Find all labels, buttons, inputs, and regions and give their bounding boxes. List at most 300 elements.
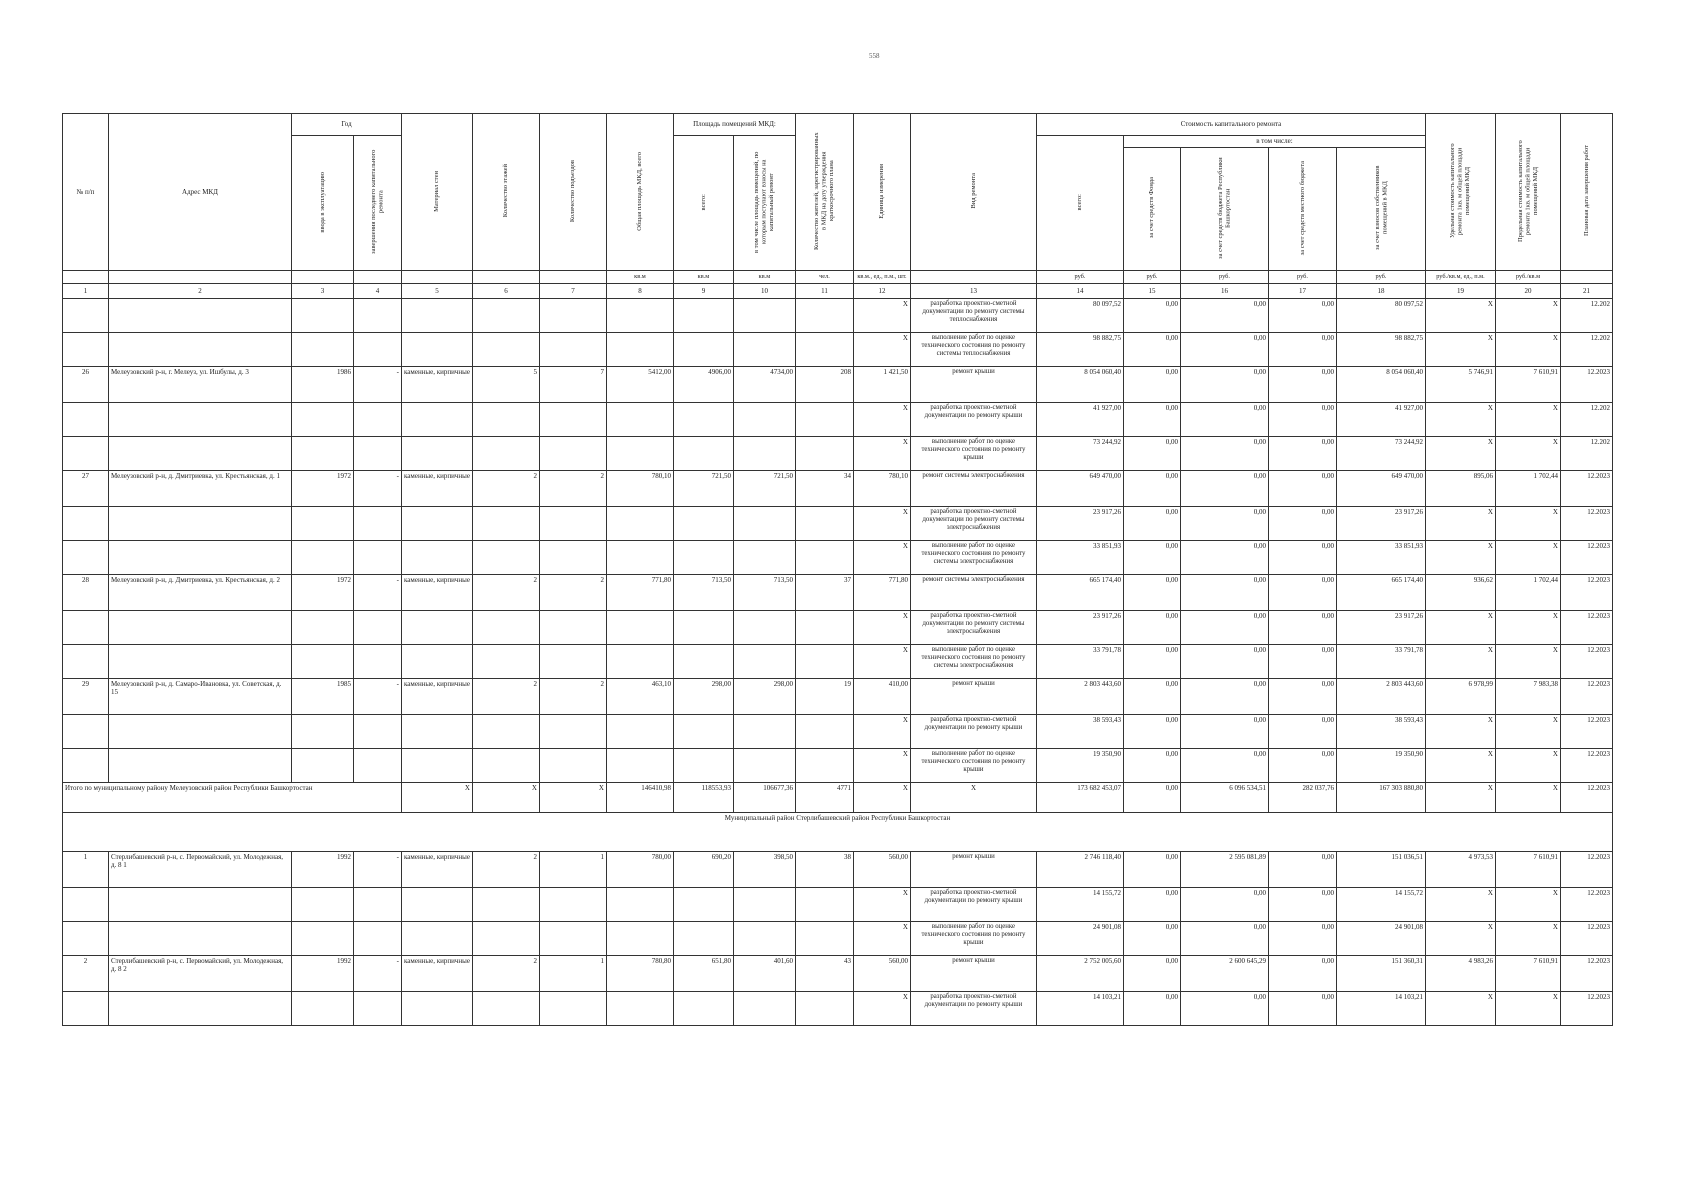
row-cost-local: 0,00: [1268, 403, 1336, 437]
row-cost-local: 0,00: [1268, 922, 1336, 956]
column-number: 19: [1425, 284, 1495, 299]
row-unit-cost: 6 978,99: [1425, 679, 1495, 715]
row-cost-local: 0,00: [1268, 956, 1336, 992]
row-premises: [673, 922, 733, 956]
row-premises-fund: 4734,00: [733, 367, 795, 403]
row-limit-cost: X: [1495, 299, 1560, 333]
row-cost-republic: 0,00: [1180, 471, 1268, 507]
row-area: 780,80: [606, 956, 673, 992]
section-title: Муниципальный район Стерлибашевский район Республики Башкортостан: [63, 813, 1613, 852]
unit-cell: [1560, 271, 1612, 284]
table-row: [63, 888, 1613, 922]
column-number: 13: [910, 284, 1036, 299]
column-number: 21: [1560, 284, 1612, 299]
header-total-area: Общая площадь МКД, всего: [606, 114, 673, 271]
unit-cell: руб.: [1180, 271, 1268, 284]
row-address: [109, 645, 292, 679]
row-cost-owners: 80 097,52: [1336, 299, 1425, 333]
row-material: [402, 611, 473, 645]
row-year: [292, 611, 354, 645]
table-row: [63, 922, 1613, 956]
row-address: Мелеузовский р-н, д. Самаро-Ивановка, ул. Советская, д. 15: [109, 679, 292, 715]
section-row: [63, 813, 1613, 852]
row-cost-total: 665 174,40: [1036, 575, 1123, 611]
row-unit: 780,10: [853, 471, 910, 507]
row-last-repair: -: [354, 852, 402, 888]
row-cost-local: 0,00: [1268, 679, 1336, 715]
row-unit-cost: X: [1425, 507, 1495, 541]
header-limit-cost: Предельная стоимость капитального ремонта 1кв. м общей площади помещений МКД: [1495, 114, 1560, 271]
unit-cell: кв.м: [673, 271, 733, 284]
row-cost-owners: 98 882,75: [1336, 333, 1425, 367]
row-limit-cost: 1 702,44: [1495, 471, 1560, 507]
table-row: [63, 471, 1613, 507]
row-cost-total: 8 054 060,40: [1036, 367, 1123, 403]
row-floors: 2: [472, 679, 539, 715]
capital-repair-table: [62, 113, 1613, 1026]
row-limit-cost: X: [1495, 403, 1560, 437]
row-address: [109, 922, 292, 956]
row-unit-cost: X: [1425, 333, 1495, 367]
row-cost-republic: 2 595 081,89: [1180, 852, 1268, 888]
row-unit: X: [853, 507, 910, 541]
row-num: [63, 299, 109, 333]
row-cost-owners: 14 155,72: [1336, 888, 1425, 922]
row-cost-local: 0,00: [1268, 852, 1336, 888]
row-cost-total: 14 155,72: [1036, 888, 1123, 922]
row-cost-local: 0,00: [1268, 715, 1336, 749]
column-number: 6: [472, 284, 539, 299]
row-address: [109, 992, 292, 1026]
row-premises-fund: 398,50: [733, 852, 795, 888]
row-limit-cost: X: [1495, 333, 1560, 367]
table-body-sterlibash: [63, 852, 1613, 1026]
row-area: 780,10: [606, 471, 673, 507]
row-work: выполнение работ по оценке технического состояния по ремонту системы теплоснабжения: [910, 333, 1036, 367]
table-row: [63, 679, 1613, 715]
row-floors: [472, 992, 539, 1026]
total-cost-republic: 6 096 534,51: [1180, 783, 1268, 813]
header-year-group: Год: [292, 114, 402, 136]
header-cost-group: Стоимость капитального ремонта: [1036, 114, 1425, 136]
row-area: [606, 992, 673, 1026]
row-area: [606, 299, 673, 333]
column-number: 20: [1495, 284, 1560, 299]
unit-cell: руб./кв.м: [1495, 271, 1560, 284]
row-cost-owners: 33 791,78: [1336, 645, 1425, 679]
row-last-repair: [354, 611, 402, 645]
column-number: 3: [292, 284, 354, 299]
row-address: [109, 749, 292, 783]
table-row: [63, 749, 1613, 783]
row-num: 27: [63, 471, 109, 507]
table-row: [63, 992, 1613, 1026]
row-premises: [673, 715, 733, 749]
row-unit: X: [853, 888, 910, 922]
row-cost-republic: 0,00: [1180, 507, 1268, 541]
row-cost-local: 0,00: [1268, 541, 1336, 575]
row-date: 12.2023: [1560, 679, 1612, 715]
column-number: 18: [1336, 284, 1425, 299]
row-limit-cost: 1 702,44: [1495, 575, 1560, 611]
row-year: [292, 299, 354, 333]
row-address: [109, 403, 292, 437]
row-date: 12.202: [1560, 403, 1612, 437]
total-cost-local: 282 037,76: [1268, 783, 1336, 813]
total-cost: 173 682 453,07: [1036, 783, 1123, 813]
row-cost-fund: 0,00: [1123, 645, 1180, 679]
row-material: каменные, кирпичные: [402, 367, 473, 403]
row-floors: [472, 922, 539, 956]
row-num: [63, 507, 109, 541]
header-planned-date: Плановая дата завершения работ: [1560, 114, 1612, 271]
row-premises: 4906,00: [673, 367, 733, 403]
row-limit-cost: 7 610,91: [1495, 852, 1560, 888]
row-year: 1986: [292, 367, 354, 403]
table-row: [63, 956, 1613, 992]
row-residents: 38: [795, 852, 853, 888]
row-entrances: 1: [539, 956, 606, 992]
row-last-repair: -: [354, 471, 402, 507]
row-cost-fund: 0,00: [1123, 715, 1180, 749]
row-cost-local: 0,00: [1268, 367, 1336, 403]
row-cost-local: 0,00: [1268, 611, 1336, 645]
row-unit-cost: 936,62: [1425, 575, 1495, 611]
row-address: Стерлибашевский р-н, с. Первомайский, ул. Молодежная, д. 8 2: [109, 956, 292, 992]
header-year-commission: ввода в эксплуатацию: [292, 136, 354, 271]
row-address: [109, 888, 292, 922]
row-cost-local: 0,00: [1268, 645, 1336, 679]
header-cost-incl: в том числе:: [1123, 136, 1425, 148]
row-work: выполнение работ по оценке технического состояния по ремонту крыши: [910, 922, 1036, 956]
row-num: 2: [63, 956, 109, 992]
row-floors: [472, 715, 539, 749]
row-limit-cost: X: [1495, 507, 1560, 541]
row-cost-republic: 0,00: [1180, 403, 1268, 437]
row-last-repair: [354, 992, 402, 1026]
row-residents: [795, 437, 853, 471]
row-year: [292, 922, 354, 956]
table-row: [63, 852, 1613, 888]
header-unit-measure: Единица измерения: [853, 114, 910, 271]
row-cost-owners: 41 927,00: [1336, 403, 1425, 437]
header-year-last-repair: завершения последнего капитального ремонта: [354, 136, 402, 271]
row-unit: X: [853, 299, 910, 333]
row-limit-cost: 7 610,91: [1495, 367, 1560, 403]
row-area: 5412,00: [606, 367, 673, 403]
row-last-repair: [354, 403, 402, 437]
row-cost-fund: 0,00: [1123, 471, 1180, 507]
header-cost-local: за счет средств местного бюджета: [1268, 148, 1336, 271]
row-last-repair: [354, 299, 402, 333]
header-premises-fund: в том числе площадь помещений, по которым поступают взносы на капитальный ремонт: [733, 136, 795, 271]
row-unit-cost: X: [1425, 715, 1495, 749]
row-limit-cost: X: [1495, 645, 1560, 679]
row-area: [606, 715, 673, 749]
row-residents: [795, 749, 853, 783]
row-premises-fund: 401,60: [733, 956, 795, 992]
row-material: [402, 403, 473, 437]
row-material: [402, 749, 473, 783]
row-cost-republic: 0,00: [1180, 922, 1268, 956]
row-work: ремонт крыши: [910, 367, 1036, 403]
unit-cell: [354, 271, 402, 284]
row-entrances: [539, 992, 606, 1026]
row-unit-cost: X: [1425, 403, 1495, 437]
row-year: [292, 437, 354, 471]
table-row: [63, 507, 1613, 541]
row-cost-republic: 0,00: [1180, 575, 1268, 611]
row-cost-fund: 0,00: [1123, 992, 1180, 1026]
row-area: [606, 507, 673, 541]
row-unit-cost: 5 746,91: [1425, 367, 1495, 403]
total-row: [63, 783, 1613, 813]
column-number: 2: [109, 284, 292, 299]
row-unit: X: [853, 437, 910, 471]
row-floors: 5: [472, 367, 539, 403]
row-address: [109, 715, 292, 749]
row-unit: X: [853, 749, 910, 783]
row-entrances: [539, 507, 606, 541]
row-floors: [472, 507, 539, 541]
row-premises-fund: 721,50: [733, 471, 795, 507]
header-cost-owners: за счет взносов собственников помещений в МКД: [1336, 148, 1425, 271]
row-date: 12.2023: [1560, 715, 1612, 749]
row-cost-republic: 0,00: [1180, 333, 1268, 367]
row-cost-fund: 0,00: [1123, 367, 1180, 403]
row-floors: [472, 645, 539, 679]
row-premises-fund: [733, 437, 795, 471]
row-unit: 560,00: [853, 852, 910, 888]
row-premises: 651,80: [673, 956, 733, 992]
column-numbers-row: [63, 284, 1613, 299]
row-date: 12.202: [1560, 299, 1612, 333]
row-cost-republic: 0,00: [1180, 437, 1268, 471]
row-date: 12.2023: [1560, 749, 1612, 783]
column-number: 14: [1036, 284, 1123, 299]
row-cost-local: 0,00: [1268, 437, 1336, 471]
row-floors: [472, 611, 539, 645]
row-date: 12.202: [1560, 333, 1612, 367]
row-last-repair: -: [354, 575, 402, 611]
row-year: [292, 888, 354, 922]
row-premises: 721,50: [673, 471, 733, 507]
row-residents: 34: [795, 471, 853, 507]
row-limit-cost: X: [1495, 611, 1560, 645]
row-cost-owners: 19 350,90: [1336, 749, 1425, 783]
row-premises-fund: [733, 541, 795, 575]
row-area: [606, 437, 673, 471]
row-work: ремонт системы электроснабжения: [910, 471, 1036, 507]
row-cost-total: 23 917,26: [1036, 507, 1123, 541]
unit-cell: [292, 271, 354, 284]
total-residents: 4771: [795, 783, 853, 813]
row-premises-fund: [733, 922, 795, 956]
row-cost-owners: 665 174,40: [1336, 575, 1425, 611]
header-premises-total: всего:: [673, 136, 733, 271]
table-row: [63, 715, 1613, 749]
unit-cell: руб.: [1036, 271, 1123, 284]
row-num: [63, 749, 109, 783]
row-entrances: [539, 922, 606, 956]
row-premises: [673, 645, 733, 679]
row-work: выполнение работ по оценке технического состояния по ремонту системы электроснабжения: [910, 541, 1036, 575]
total-cost-owners: 167 303 880,80: [1336, 783, 1425, 813]
row-last-repair: [354, 715, 402, 749]
column-number: 9: [673, 284, 733, 299]
row-material: [402, 437, 473, 471]
total-work: X: [910, 783, 1036, 813]
row-limit-cost: 7 610,91: [1495, 956, 1560, 992]
row-limit-cost: X: [1495, 888, 1560, 922]
row-cost-total: 2 746 118,40: [1036, 852, 1123, 888]
row-num: [63, 403, 109, 437]
table-row: [63, 575, 1613, 611]
row-premises-fund: [733, 888, 795, 922]
row-unit-cost: 4 983,26: [1425, 956, 1495, 992]
row-limit-cost: X: [1495, 992, 1560, 1026]
total-material: X: [402, 783, 473, 813]
row-area: [606, 333, 673, 367]
column-number: 11: [795, 284, 853, 299]
unit-cell: руб./кв.м, ед., п.м.: [1425, 271, 1495, 284]
row-area: [606, 922, 673, 956]
row-area: [606, 888, 673, 922]
row-limit-cost: X: [1495, 715, 1560, 749]
row-cost-owners: 151 036,51: [1336, 852, 1425, 888]
row-cost-owners: 23 917,26: [1336, 507, 1425, 541]
row-last-repair: [354, 333, 402, 367]
unit-cell: кв.м., ед., п.м., шт.: [853, 271, 910, 284]
row-premises: [673, 749, 733, 783]
total-cost-fund: 0,00: [1123, 783, 1180, 813]
row-cost-owners: 24 901,08: [1336, 922, 1425, 956]
row-num: [63, 992, 109, 1026]
row-year: [292, 715, 354, 749]
row-entrances: [539, 611, 606, 645]
row-date: 12.2023: [1560, 471, 1612, 507]
row-residents: 43: [795, 956, 853, 992]
row-address: [109, 437, 292, 471]
row-limit-cost: X: [1495, 437, 1560, 471]
row-cost-total: 14 103,21: [1036, 992, 1123, 1026]
row-floors: 2: [472, 956, 539, 992]
row-premises-fund: [733, 992, 795, 1026]
row-premises-fund: [733, 403, 795, 437]
row-premises: [673, 507, 733, 541]
row-entrances: [539, 333, 606, 367]
column-number: 8: [606, 284, 673, 299]
unit-cell: [472, 271, 539, 284]
row-cost-local: 0,00: [1268, 333, 1336, 367]
row-material: каменные, кирпичные: [402, 575, 473, 611]
row-cost-total: 2 752 005,60: [1036, 956, 1123, 992]
row-num: [63, 645, 109, 679]
total-premises-fund: 106677,36: [733, 783, 795, 813]
column-number: 16: [1180, 284, 1268, 299]
unit-cell: [402, 271, 473, 284]
row-cost-local: 0,00: [1268, 575, 1336, 611]
row-unit: X: [853, 922, 910, 956]
row-cost-fund: 0,00: [1123, 541, 1180, 575]
row-unit: X: [853, 611, 910, 645]
row-date: 12.2023: [1560, 852, 1612, 888]
row-cost-local: 0,00: [1268, 471, 1336, 507]
row-premises: [673, 299, 733, 333]
header-cost-total: всего:: [1036, 136, 1123, 271]
row-num: 28: [63, 575, 109, 611]
row-unit-cost: X: [1425, 992, 1495, 1026]
row-material: [402, 922, 473, 956]
unit-cell: [910, 271, 1036, 284]
row-material: [402, 992, 473, 1026]
row-cost-republic: 0,00: [1180, 715, 1268, 749]
unit-cell: [109, 271, 292, 284]
row-premises: [673, 541, 733, 575]
header-work-type: Вид ремонта: [910, 114, 1036, 271]
row-address: [109, 541, 292, 575]
row-year: [292, 645, 354, 679]
header-entrances: Количество подъездов: [539, 114, 606, 271]
column-number: 7: [539, 284, 606, 299]
row-last-repair: [354, 507, 402, 541]
header-unit-cost: Удельная стоимость капитального ремонта 1кв. м общей площади помещений МКД: [1425, 114, 1495, 271]
row-residents: [795, 715, 853, 749]
row-cost-republic: 0,00: [1180, 299, 1268, 333]
row-unit-cost: 4 973,53: [1425, 852, 1495, 888]
row-address: Стерлибашевский р-н, с. Первомайский, ул. Молодежная, д. 8 1: [109, 852, 292, 888]
row-entrances: [539, 749, 606, 783]
row-entrances: [539, 715, 606, 749]
row-address: [109, 333, 292, 367]
row-cost-fund: 0,00: [1123, 575, 1180, 611]
row-floors: [472, 888, 539, 922]
row-year: 1992: [292, 852, 354, 888]
row-date: 12.202: [1560, 437, 1612, 471]
row-date: 12.2023: [1560, 922, 1612, 956]
row-limit-cost: 7 983,38: [1495, 679, 1560, 715]
row-limit-cost: X: [1495, 749, 1560, 783]
row-unit: 560,00: [853, 956, 910, 992]
total-entrances: X: [539, 783, 606, 813]
header-cost-fund: за счет средств Фонда: [1123, 148, 1180, 271]
row-work: разработка проектно-сметной документации по ремонту крыши: [910, 403, 1036, 437]
row-floors: [472, 541, 539, 575]
column-number: 12: [853, 284, 910, 299]
row-cost-total: 80 097,52: [1036, 299, 1123, 333]
header-wall-material: Материал стен: [402, 114, 473, 271]
table-row: [63, 541, 1613, 575]
header-residents: Количество жителей, зарегистрированных в МКД на дату утверждения краткосрочного плана: [795, 114, 853, 271]
row-floors: [472, 333, 539, 367]
row-limit-cost: X: [1495, 922, 1560, 956]
row-material: каменные, кирпичные: [402, 852, 473, 888]
total-label: Итого по муниципальному району Мелеузовский район Республики Башкортостан: [63, 783, 402, 813]
row-material: [402, 333, 473, 367]
row-year: 1992: [292, 956, 354, 992]
row-residents: [795, 645, 853, 679]
row-year: [292, 333, 354, 367]
row-unit-cost: X: [1425, 299, 1495, 333]
row-date: 12.2023: [1560, 575, 1612, 611]
row-last-repair: [354, 888, 402, 922]
row-cost-fund: 0,00: [1123, 852, 1180, 888]
row-num: [63, 437, 109, 471]
row-cost-total: 98 882,75: [1036, 333, 1123, 367]
row-year: [292, 403, 354, 437]
row-work: разработка проектно-сметной документации по ремонту крыши: [910, 992, 1036, 1026]
row-work: выполнение работ по оценке технического состояния по ремонту крыши: [910, 749, 1036, 783]
